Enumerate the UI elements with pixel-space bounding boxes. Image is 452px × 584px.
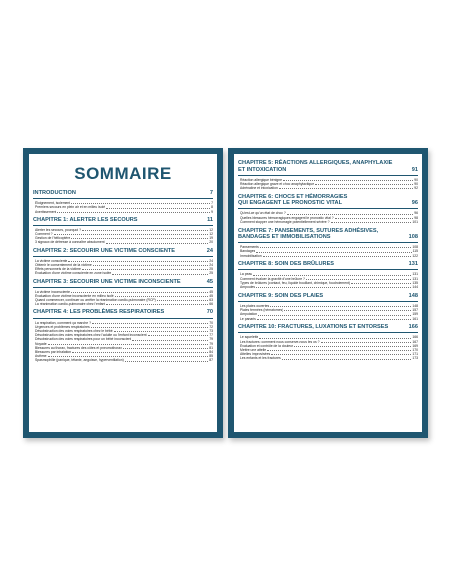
entry-page-number: 144 <box>412 285 418 290</box>
toc-chapter <box>33 248 213 276</box>
dot-leader <box>260 245 411 248</box>
chapter-title: CHAPITRE 4: LES PROBLÈMES RESPIRATOIRES <box>33 309 165 316</box>
chapter-page-number: 7 <box>209 190 213 196</box>
dot-leader <box>48 354 209 357</box>
entry-page-number: 148 <box>412 303 418 308</box>
dot-leader <box>125 358 208 361</box>
entry-page-number: 7 <box>211 201 213 206</box>
right-toc <box>234 154 422 361</box>
dot-leader <box>335 216 414 219</box>
entry-title: Immobilisation <box>240 253 262 258</box>
entry-title: Les plaies ouvertes <box>240 303 270 308</box>
entry-title: Mettre une attelle <box>240 347 267 352</box>
entry-title: Les fractures: comment nous conserve-nous les os ? <box>240 339 320 344</box>
entry-title: Qu'est-ce qu'un état de choc ? <box>240 211 286 216</box>
chapter-heading <box>33 217 213 226</box>
entry-title: Désobstruction des voies respiratoires chez l'adulte ou l'enfant inconscient <box>35 333 147 338</box>
chapter-page-number: 70 <box>206 309 213 316</box>
dot-leader <box>106 302 208 305</box>
chapter-page-number: 108 <box>408 234 418 241</box>
dot-leader <box>351 281 411 284</box>
entry-page-number: 84 <box>209 349 213 354</box>
toc-entry <box>240 254 418 258</box>
toc-entry <box>240 186 418 190</box>
chapter-heading <box>33 248 213 257</box>
entry-page-number: 157 <box>412 308 418 313</box>
chapter-entries <box>238 178 418 191</box>
entry-title: Blessures au thorax, fractures des côtes et pneumothorax <box>35 345 122 350</box>
entry-page-number: 169 <box>412 343 418 348</box>
page-title: SOMMAIRE <box>74 164 172 183</box>
chapter-heading <box>33 279 213 288</box>
toc-entry <box>35 210 213 214</box>
entry-page-number: 171 <box>412 352 418 357</box>
chapter-title: CHAPITRE 3: SECOURIR UNE VICTIME INCONSCIENTE <box>33 278 181 285</box>
toc-entry <box>240 285 418 289</box>
dot-leader <box>106 240 209 243</box>
toc-chapter <box>33 217 213 245</box>
dot-leader <box>91 325 209 328</box>
entry-title: Plaies fermées (hématomes) <box>240 308 284 313</box>
chapter-heading <box>238 324 418 333</box>
dot-leader <box>82 228 208 231</box>
chapter-heading <box>238 160 418 176</box>
entry-title: Asthme <box>35 354 47 359</box>
entry-title: Gestion de l'hélicoptère <box>35 236 71 241</box>
entry-title: Attelles improvisées <box>240 352 271 357</box>
dot-leader <box>271 352 411 355</box>
chapter-title: CHAPITRE 5: RÉACTIONS ALLERGIQUES, ANAPHYLAXIE ET INTOXICATION <box>238 160 393 173</box>
entry-page-number: 66 <box>209 302 213 307</box>
entry-page-number: 167 <box>412 339 418 344</box>
chapter-title: CHAPITRE 2: SECOURIR UNE VICTIME CONSCIENTE <box>33 247 176 254</box>
dot-leader <box>82 267 208 270</box>
dot-leader <box>315 182 413 185</box>
chapter-title: CHAPITRE 6: CHOCS ET HÉMORRAGIES QUI ENGAGENT LE PRONOSTIC VITAL <box>238 193 348 207</box>
chapter-entries <box>238 304 418 321</box>
toc-chapter <box>238 160 418 190</box>
right-page <box>228 148 428 438</box>
dot-leader <box>283 178 413 181</box>
entry-title: Évaluation d'une victime consciente en zone isolée <box>35 271 112 276</box>
entry-page-number: 159 <box>412 312 418 317</box>
entry-page-number: 98 <box>414 215 418 220</box>
chapter-title: CHAPITRE 7: PANSEMENTS, SUTURES ADHÉSIVES, BANDAGES ET IMMOBILISATIONS <box>238 227 379 241</box>
chapter-heading <box>238 293 418 302</box>
dot-leader <box>114 329 209 332</box>
entry-page-number: 85 <box>209 354 213 359</box>
dot-leader <box>267 348 411 351</box>
entry-title: Spasmophilie (panique, tétanie, angoisse, hyperventilation) <box>35 358 124 363</box>
dot-leader <box>279 186 413 189</box>
entry-page-number: 8 <box>211 205 213 210</box>
dot-leader <box>132 337 208 340</box>
toc-chapter <box>238 293 418 321</box>
entry-page-number: 19 <box>209 236 213 241</box>
chapter-heading <box>238 261 418 270</box>
entry-page-number: 108 <box>412 245 418 250</box>
dot-leader <box>71 290 208 293</box>
toc-chapter <box>238 261 418 289</box>
chapter-page-number: 166 <box>408 324 418 331</box>
entry-title: Effets personnels de la victime <box>35 267 81 272</box>
dot-leader <box>256 285 411 288</box>
entry-page-number: 170 <box>412 347 418 352</box>
entry-page-number: 131 <box>412 276 418 281</box>
chapter-entries <box>33 290 213 307</box>
entry-title: Premiers secours en plein air et en milieu isolé <box>35 205 106 210</box>
chapter-title: CHAPITRE 8: SOIN DES BRÛLURES <box>238 261 335 268</box>
entry-title: Alerter les secours, pourquoi ? <box>35 227 81 232</box>
dot-leader <box>287 211 413 214</box>
left-page <box>23 148 223 438</box>
chapter-heading <box>238 228 418 244</box>
chapter-heading <box>238 194 418 210</box>
dot-leader <box>71 236 208 239</box>
chapter-title: CHAPITRE 1: ALERTER LES SECOURS <box>33 216 138 223</box>
left-page-sheet <box>29 154 217 432</box>
dot-leader <box>263 254 412 257</box>
entry-page-number: 115 <box>412 249 418 254</box>
entry-title: Désobstruction des voies respiratoires chez le bébé <box>35 328 113 333</box>
entry-page-number: 161 <box>412 316 418 321</box>
entry-title: Désobstruction des voies respiratoires pour un bébé inconscient <box>35 337 132 342</box>
entry-title: Comment stopper une hémorragie potentiellement sévère ? <box>240 219 330 224</box>
entry-page-number: 63 <box>209 298 213 303</box>
entry-title: La victime inconsciente <box>35 289 71 294</box>
dot-leader <box>54 232 209 235</box>
entry-page-number: 90 <box>414 181 418 186</box>
entry-title: La respiration, comment ça marche ? <box>35 320 91 325</box>
dot-leader <box>48 342 209 345</box>
entry-title: Comment évaluer la gravité d'une brûlure ? <box>240 276 305 281</box>
chapter-entries <box>33 259 213 276</box>
dot-leader <box>72 350 208 353</box>
toc-entry <box>35 358 213 362</box>
entry-page-number: 79 <box>209 341 213 346</box>
entry-page-number: 87 <box>209 358 213 363</box>
entry-title: Évaluation et contrôle de la douleur <box>240 343 294 348</box>
dot-leader <box>321 340 412 343</box>
entry-title: Éloignement, isolement <box>35 201 71 206</box>
toc-entry <box>35 240 213 244</box>
chapter-page-number: 24 <box>206 247 213 254</box>
dot-leader <box>270 304 411 307</box>
entry-page-number: 90 <box>414 177 418 182</box>
toc-chapter <box>33 190 213 214</box>
entry-page-number: 24 <box>209 258 213 263</box>
toc-chapter <box>238 228 418 258</box>
entry-title: 3 signaux de détresse à connaître absolument <box>35 240 105 245</box>
entry-page-number: 96 <box>414 211 418 216</box>
chapter-entries <box>238 245 418 258</box>
dot-leader <box>112 271 208 274</box>
entry-page-number: 20 <box>209 240 213 245</box>
dot-leader <box>92 321 208 324</box>
entry-page-number: 25 <box>209 267 213 272</box>
dot-leader <box>331 220 412 223</box>
entry-page-number: 122 <box>412 253 418 258</box>
chapter-entries <box>33 201 213 214</box>
entry-title: Obtenir le consentement de la victime <box>35 262 92 267</box>
dot-leader <box>93 263 208 266</box>
toc-entry <box>35 302 213 306</box>
chapter-page-number: 11 <box>207 216 213 223</box>
entry-page-number: 72 <box>209 324 213 329</box>
dot-leader <box>257 317 411 320</box>
entry-title: Bandages <box>240 249 256 254</box>
entry-title: Ampoules <box>240 285 256 290</box>
chapter-entries <box>238 272 418 289</box>
entry-page-number: 25 <box>209 271 213 276</box>
dot-leader <box>71 201 210 204</box>
entry-page-number: 12 <box>209 227 213 232</box>
entry-page-number: 135 <box>412 280 418 285</box>
chapter-entries <box>33 321 213 363</box>
entry-title: Le squelette <box>240 335 259 340</box>
right-page-sheet <box>234 154 422 432</box>
chapter-page-number: 45 <box>206 278 213 285</box>
entry-title: Adrénaline et intoxication <box>240 186 278 191</box>
left-toc <box>29 190 217 363</box>
entry-page-number: 79 <box>209 337 213 342</box>
dot-leader <box>306 277 411 280</box>
chapter-title: CHAPITRE 9: SOIN DES PLAIES <box>238 292 324 299</box>
entry-title: La victime consciente <box>35 258 68 263</box>
dot-leader <box>256 249 411 252</box>
toc-chapter <box>238 194 418 224</box>
entry-page-number: 173 <box>412 356 418 361</box>
chapter-heading <box>33 190 213 199</box>
entry-page-number: 45 <box>209 293 213 298</box>
chapter-entries <box>238 211 418 224</box>
toc-entry <box>240 317 418 321</box>
entry-page-number: 81 <box>209 345 213 350</box>
dot-leader <box>123 346 208 349</box>
chapter-entries <box>33 228 213 245</box>
dot-leader <box>282 356 412 359</box>
entry-page-number: 131 <box>412 272 418 277</box>
dot-leader <box>157 298 208 301</box>
entry-page-number: 101 <box>412 219 418 224</box>
entry-page-number: 70 <box>209 320 213 325</box>
entry-page-number: 92 <box>414 186 418 191</box>
entry-title: Noyade <box>35 341 47 346</box>
dot-leader <box>68 259 208 262</box>
toc-chapter <box>33 279 213 307</box>
entry-title: Pansements <box>240 245 259 250</box>
chapter-heading <box>33 309 213 318</box>
dot-leader <box>115 294 209 297</box>
entry-title: Les enfants et les fractures <box>240 356 281 361</box>
dot-leader <box>106 205 210 208</box>
dot-leader <box>253 272 411 275</box>
entry-page-number: 73 <box>209 328 213 333</box>
entry-title: Évaluation d'une victime inconsciente en milieu isolé <box>35 293 114 298</box>
entry-title: Quelles blessures hémorragiques engagent le pronostic vital ? <box>240 215 334 220</box>
toc-chapter <box>238 324 418 360</box>
dot-leader <box>57 210 210 213</box>
dot-leader <box>294 344 411 347</box>
toc-entry <box>240 220 418 224</box>
entry-page-number: 12 <box>209 232 213 236</box>
entry-title: Types de brûlures (contact, feu, liquide bouillant, chimique, foudroiement) <box>240 280 351 285</box>
chapter-title: INTRODUCTION <box>33 190 76 196</box>
entry-title: La peau <box>240 272 253 277</box>
chapter-page-number: 148 <box>408 292 418 299</box>
entry-title: Quand commencer, continuer ou arrêter la réanimation cardio-pulmonaire (RCP) <box>35 298 156 303</box>
entry-title: Le panaris <box>240 316 256 321</box>
entry-title: Réaction allergique bénigne <box>240 177 283 182</box>
entry-page-number: 9 <box>211 209 213 214</box>
entry-title: Avertissement <box>35 209 57 214</box>
entry-page-number: 166 <box>412 335 418 340</box>
entry-page-number: 24 <box>209 262 213 267</box>
chapter-title: CHAPITRE 10: FRACTURES, LUXATIONS ET ENTORSES <box>238 324 389 331</box>
dot-leader <box>259 335 411 338</box>
entry-title: Comment ? <box>35 232 53 236</box>
entry-page-number: 77 <box>209 333 213 338</box>
chapter-page-number: 96 <box>411 200 418 207</box>
dot-leader <box>284 308 411 311</box>
entry-title: Blessures par inhalation <box>35 349 72 354</box>
entry-title: Amputation <box>240 312 258 317</box>
toc-entry <box>35 271 213 275</box>
toc-chapter <box>33 309 213 362</box>
entry-page-number: 45 <box>209 289 213 294</box>
toc-entry <box>240 356 418 360</box>
chapter-entries <box>238 335 418 360</box>
chapter-page-number: 91 <box>411 166 418 173</box>
entry-title: Urgences et problèmes respiratoires <box>35 324 90 329</box>
chapter-page-number: 131 <box>408 261 418 268</box>
dot-leader <box>258 312 411 315</box>
entry-title: La réanimation cardio-pulmonaire chez l'enfant <box>35 302 106 307</box>
dot-leader <box>148 333 209 336</box>
entry-title: Réaction allergique grave et choc anaphylactique <box>240 181 315 186</box>
